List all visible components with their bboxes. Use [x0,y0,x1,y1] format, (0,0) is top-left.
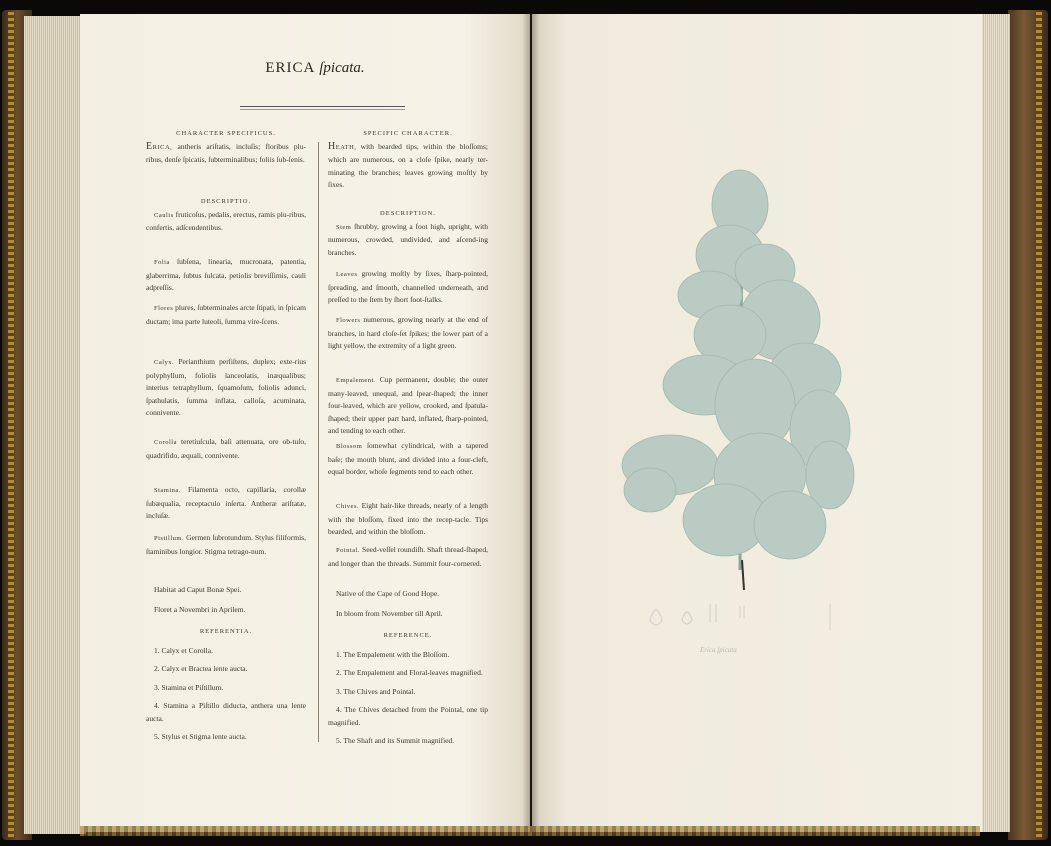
english-description-heading: DESCRIPTION. [380,210,436,217]
lead-word: Calyx. [154,359,175,366]
body-text: Germen ſubrotundum. Stylus filiformis, ſtaminibus longior. Stigma tetrago-num. [146,533,307,556]
lead-word: Pointal. [336,547,361,554]
body-text: ſomewhat cylindrical, with a tapered baſe; the mouth blunt, and divided into a four-cleft, equal border, whoſe ſegments tend to each other. [328,441,489,476]
latin-references-heading: REFERENTIA. [199,628,253,635]
latin-description-heading: DESCRIPTIO. [200,198,252,205]
lead-word: Caulis [154,211,174,219]
body-text: Filamenta octo, capillaria, corollæ ſubæqualia, receptaculo inſerta. Antheræ ariſtatæ, incluſæ. [146,485,306,520]
lead-word: EATH, [335,143,357,151]
english-native: Native of the Cape of Good Hope. [336,589,440,598]
latin-caulis [146,209,306,235]
column-divider [318,142,319,742]
plate-caption: Erica ſpicata [700,646,737,654]
body-text: Cup permanent, double; the outer many-leaved, unequal, and ſpear-ſhaped; the inner four-leaved, which are yellow, crooked, and ſpatula-ſhaped; their upper part hard, inflated, ſharp-pointed, and tending to each other. [328,375,488,435]
gilt-edge-right [1036,12,1042,838]
english-blossom [328,440,488,479]
lead-word: Empalement. [336,377,376,384]
body-text: antheris ariſtatis, incluſis; floribus plu-ribus, denſe ſpicatis, ſubterminalibus; foliis ſub-ſenis. [146,141,306,164]
lead-word: Blossom [336,443,363,450]
gilt-edge-left [8,12,14,838]
page-stack-right [978,14,1010,832]
latin-character-text [146,141,306,167]
latin-description [146,196,306,235]
english-references [328,630,488,748]
latin-character-heading: CHARACTER SPECIFICUS. [176,130,276,137]
drop-letter: E [146,140,153,152]
page-stack-left [24,16,86,834]
lead-word: Flowers [336,317,361,324]
title-rule [240,106,405,110]
body-text: Eight hair-like threads, nearly of a length with the bloſſom, fixed into the recep-tacle. Tips bearded, and within the bloſſom. [328,501,488,536]
lead-word: Leaves [336,271,358,278]
reference-item: 3. Stamina et Piſtillum. [154,682,224,692]
erica-spicata-illustration [590,160,900,680]
english-leaves [328,268,488,307]
body-text: ſhrubby, growing a foot high, upright, with numerous, crowded, undivided, and aſcend-ing branches. [328,221,488,257]
english-character-heading: SPECIFIC CHARACTER. [363,130,453,137]
latin-corolla [146,436,306,462]
body-text: numerous, growing nearly at the end of branches, in hard cloſe-ſet ſpikes; the lower part of a light yellow, the extremity of a light green. [328,315,489,350]
reference-item: 5. Stylus et Stigma lente aucta. [154,732,247,741]
reference-item: 2. The Empalement and Floral-leaves magnified. [336,668,483,677]
lead-word: Stamina. [154,487,181,494]
english-description [328,208,488,259]
body-text: plures, ſubterminales arcte ſtipati, in ſpicam ductam; ima parte luteoli, ſumma vire-ſcens. [146,303,306,326]
english-stem [328,221,488,260]
latin-pistillum [146,532,306,558]
english-character-text [328,141,488,192]
english-flowers [328,314,488,353]
title-genus: ERICA [265,60,315,76]
latin-calyx [146,356,306,420]
lead-word: Corolla [154,439,177,446]
latin-habitat: Habitat ad Caput Bonæ Spei. [154,585,242,594]
body-text: ſubſena, linearia, mucronata, patentia, glaberrima, ſubtus ſulcata, petiolis breviſſimis, cauli adpreſſis. [146,257,307,292]
right-binding [1008,10,1048,840]
latin-character [146,128,306,167]
latin-references [146,626,306,744]
reference-item: 1. Calyx et Corolla. [154,645,213,655]
gilt-bottom-edge [80,826,980,836]
body-text: with bearded tips, within the bloſſoms; which are numerous, on a cloſe ſpike, nearly ter-minating the branches; leaves growing moſtly by ſixes. [328,141,489,189]
english-references-heading: REFERENCE. [383,632,433,639]
body-text: Perianthium perſiſtens, duplex; exte-rius polyphyllum, foliolis lanceolatis, inæqualibus; interius tetraphyllum, ſquamoſum, foliolis adunci, ſpathulatis, ſumma inflata, calloſa, acuminata, connivente. [146,357,307,417]
reference-item: 1. The Empalement with the Bloſſom. [336,649,450,659]
reference-item: 4. The Chives detached from the Pointal, one tip magnified. [328,705,488,727]
latin-stamina [146,484,306,523]
lead-word: Stem [336,223,352,231]
title-species: ſpicata. [319,60,365,76]
body-text: Seed-veſſel roundiſh. Shaft thread-ſhaped, and longer than the threads. Summit four-cornered. [328,545,488,568]
drop-letter: H [328,140,336,152]
reference-item: 4. Stamina a Piſtillo diducta, anthera una lente aucta. [146,701,306,723]
body-text: growing moſtly by ſixes, ſharp-pointed, ſpreading, and ſmooth, channelled underneath, and preſſed to the ſtem by ſhort foot-ſtalks. [328,269,489,304]
lead-word: Folia [154,259,170,266]
english-pointal [328,544,488,570]
latin-flores [146,302,306,328]
reference-item: 3. The Chives and Pointal. [336,686,416,696]
latin-folia [146,256,306,295]
lead-word: Pistillum. [154,535,185,542]
english-character [328,128,488,192]
lead-word: Chives. [336,503,360,510]
reference-item: 2. Calyx et Bractea lente aucta. [154,664,248,673]
page-title [240,60,390,77]
body-text: teretiuſcula, baſi attenuata, ore ob-tuſo, quadrifido, æquali, connivente. [146,437,306,460]
lead-word: Flores [154,305,174,312]
english-chives [328,500,488,539]
body-text: fruticoſus, pedalis, erectus, ramis plu-ribus, confertis, adſcendentibus. [146,209,307,232]
english-bloom: In bloom from November till April. [336,609,443,618]
english-empalement [328,374,488,438]
latin-floret: Floret a Novembri in Aprilem. [154,605,246,614]
book-gutter [522,14,540,832]
lead-word: RICA, [152,143,173,151]
reference-item: 5. The Shaft and its Summit magnified. [336,736,455,745]
